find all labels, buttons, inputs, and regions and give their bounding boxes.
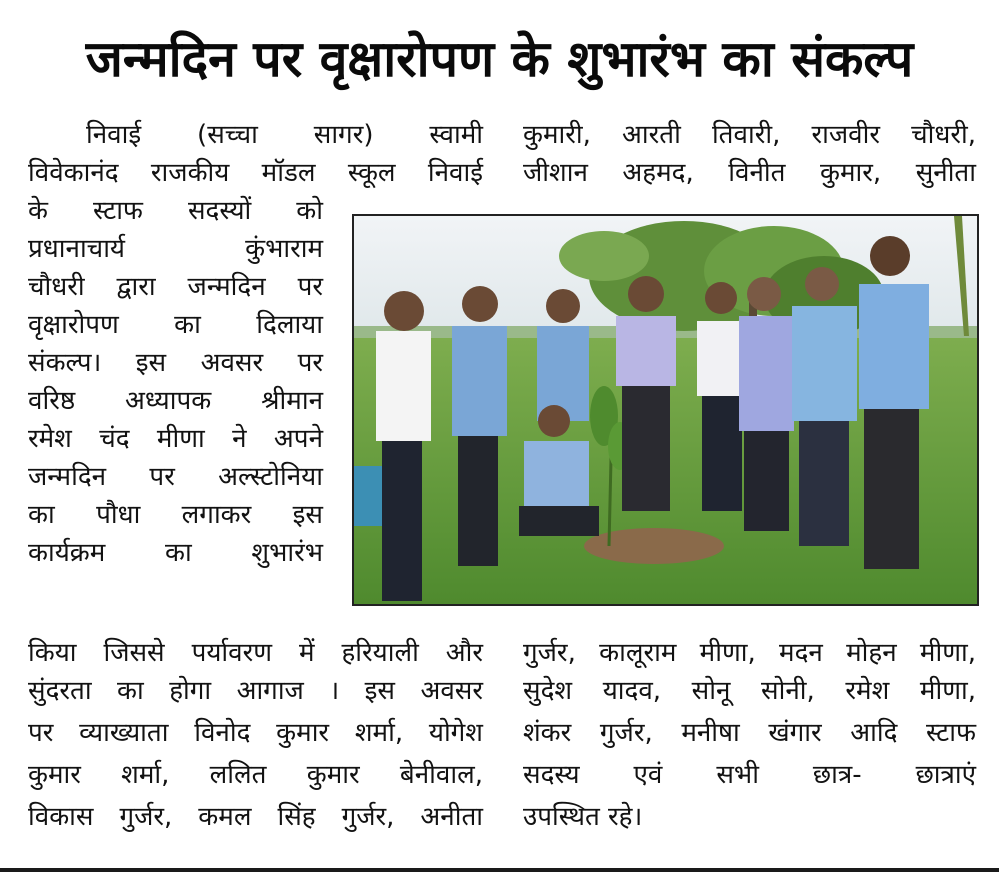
left-col-line: विवेकानंद राजकीय मॉडल स्कूल निवाई: [28, 158, 483, 188]
left-col-line: का पौधा लगाकर इस: [28, 500, 323, 530]
left-col-line: प्रधानाचार्य कुंभाराम: [28, 234, 323, 264]
right-col-line: उपस्थित रहे।: [523, 802, 643, 832]
left-col-line: कुमार शर्मा, ललित कुमार बेनीवाल,: [28, 760, 483, 790]
left-col-line: विकास गुर्जर, कमल सिंह गुर्जर, अनीता: [28, 802, 483, 832]
left-col-line: पर व्याख्याता विनोद कुमार शर्मा, योगेश: [28, 718, 483, 748]
left-col-line: कार्यक्रम का शुभारंभ: [28, 538, 323, 568]
left-col-line: रमेश चंद मीणा ने अपने: [28, 424, 323, 454]
left-col-line: किया जिससे पर्यावरण में हरियाली और: [28, 638, 483, 668]
right-col-line: जीशान अहमद, विनीत कुमार, सुनीता: [523, 158, 976, 188]
right-col-line: कुमारी, आरती तिवारी, राजवीर चौधरी,: [523, 120, 976, 150]
news-photo: [352, 214, 979, 606]
left-col-line: चौधरी द्वारा जन्मदिन पर: [28, 272, 323, 302]
right-col-line: गुर्जर, कालूराम मीणा, मदन मोहन मीणा,: [523, 638, 976, 668]
left-col-line: निवाई (सच्चा सागर) स्वामी: [86, 120, 483, 150]
left-col-line: वृक्षारोपण का दिलाया: [28, 310, 323, 340]
left-col-line: सुंदरता का होगा आगाज । इस अवसर: [28, 676, 483, 706]
right-col-line: सदस्य एवं सभी छात्र- छात्राएं: [523, 760, 976, 790]
right-col-line: सुदेश यादव, सोनू सोनी, रमेश मीणा,: [523, 676, 976, 706]
headline: जन्मदिन पर वृक्षारोपण के शुभारंभ का संकल्प: [85, 30, 914, 88]
bottom-rule: [0, 868, 999, 872]
left-col-line: वरिष्ठ अध्यापक श्रीमान: [28, 386, 323, 416]
right-col-line: शंकर गुर्जर, मनीषा खंगार आदि स्टाफ: [523, 718, 976, 748]
left-col-line: संकल्प। इस अवसर पर: [28, 348, 323, 378]
left-col-line: जन्मदिन पर अल्स्टोनिया: [28, 462, 323, 492]
left-col-line: के स्टाफ सदस्यों को: [28, 196, 323, 226]
